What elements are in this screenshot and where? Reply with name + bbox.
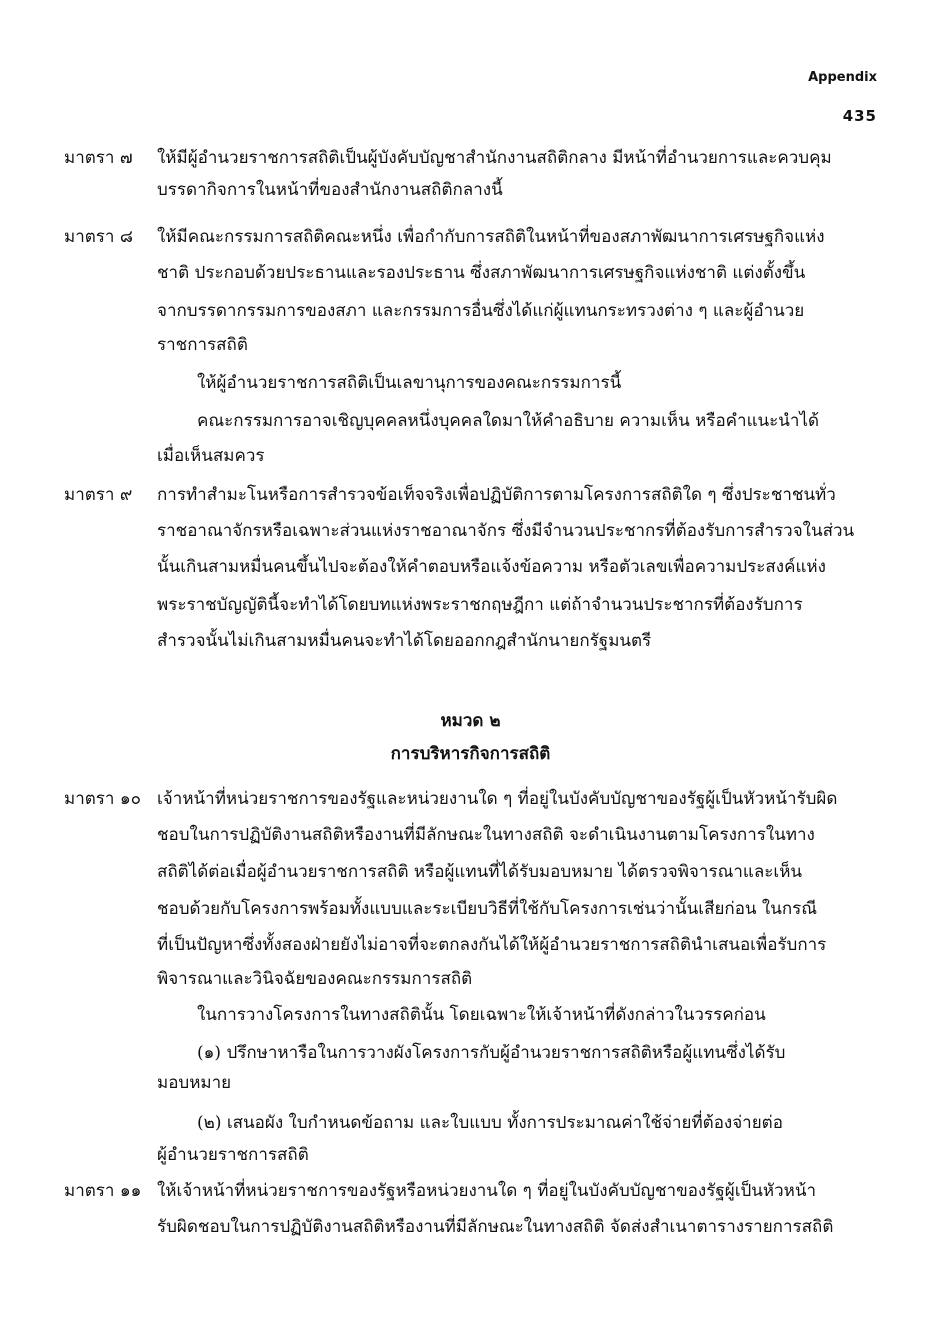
section-line: ให้มีคณะกรรมการสถิติคณะหนึ่ง เพื่อกำกับการสถิติในหน้าที่ของสภาพัฒนาการเศรษฐกิจแห่ง bbox=[157, 227, 825, 247]
section-line: ให้เจ้าหน้าที่หน่วยราชการของรัฐหรือหน่วยงานใด ๆ ที่อยู่ในบังคับบัญชาของรัฐผู้เป็นหัวหน้า bbox=[157, 1181, 817, 1201]
section-line: รับผิดชอบในการปฏิบัติงานสถิติหรืองานที่มีลักษณะในทางสถิติ จัดส่งสำเนาตารางรายการสถิติ bbox=[157, 1217, 834, 1237]
section-line: เมื่อเห็นสมควร bbox=[157, 446, 265, 466]
section-line: สำรวจนั้นไม่เกินสามหมื่นคนจะทำได้โดยออกกฎสำนักนายกรัฐมนตรี bbox=[157, 631, 652, 651]
section-label: มาตรา ๙ bbox=[64, 485, 133, 505]
section-line: ให้มีผู้อำนวยราชการสถิติเป็นผู้บังคับบัญชาสำนักงานสถิติกลาง มีหน้าที่อำนวยการและควบคุม bbox=[157, 148, 832, 168]
section-line: ให้ผู้อำนวยราชการสถิติเป็นเลขานุการของคณะกรรมการนี้ bbox=[197, 373, 622, 393]
section-line: พิจารณาและวินิจฉัยของคณะกรรมการสถิติ bbox=[157, 969, 473, 989]
section-line: ชาติ ประกอบด้วยประธานและรองประธาน ซึ่งสภาพัฒนาการเศรษฐกิจแห่งชาติ แต่งตั้งขึ้น bbox=[157, 263, 806, 283]
section-line: ชอบในการปฏิบัติงานสถิติหรืองานที่มีลักษณะในทางสถิติ จะดำเนินงานตามโครงการในทาง bbox=[157, 825, 815, 845]
section-line: ราชการสถิติ bbox=[157, 335, 248, 355]
section-line: คณะกรรมการอาจเชิญบุคคลหนึ่งบุคคลใดมาให้คำอธิบาย ความเห็น หรือคำแนะนำได้ bbox=[197, 411, 820, 431]
section-line: ในการวางโครงการในทางสถิตินั้น โดยเฉพาะให้เจ้าหน้าที่ดังกล่าวในวรรคก่อน bbox=[197, 1005, 766, 1025]
section-line: ที่เป็นปัญหาซึ่งทั้งสองฝ่ายยังไม่อาจที่จะตกลงกันได้ให้ผู้อำนวยราชการสถิตินำเสนอเพื่อรับการ bbox=[157, 935, 827, 955]
section-line: บรรดากิจการในหน้าที่ของสำนักงานสถิติกลางนี้ bbox=[157, 180, 503, 200]
chapter-number: หมวด ๒ bbox=[440, 711, 501, 731]
section-label: มาตรา ๗ bbox=[64, 148, 133, 168]
section-label: มาตรา ๘ bbox=[64, 227, 133, 247]
page-number: 435 bbox=[842, 107, 877, 125]
section-line: พระราชบัญญัตินี้จะทำได้โดยบทแห่งพระราชกฤษฎีกา แต่ถ้าจำนวนประชากรที่ต้องรับการ bbox=[157, 595, 803, 615]
section-line: สถิติได้ต่อเมื่อผู้อำนวยราชการสถิติ หรือผู้แทนที่ได้รับมอบหมาย ได้ตรวจพิจารณาและเห็น bbox=[157, 862, 803, 882]
section-line: (๒) เสนอผัง ใบกำหนดข้อถาม และใบแบบ ทั้งการประมาณค่าใช้จ่ายที่ต้องจ่ายต่อ bbox=[197, 1113, 783, 1133]
section-line: การทำสำมะโนหรือการสำรวจข้อเท็จจริงเพื่อปฏิบัติการตามโครงการสถิติใด ๆ ซึ่งประชาชนทั่ว bbox=[157, 485, 836, 505]
section-line: (๑) ปรึกษาหารือในการวางผังโครงการกับผู้อำนวยราชการสถิติหรือผู้แทนซึ่งได้รับ bbox=[197, 1043, 786, 1063]
section-label: มาตรา ๑๐ bbox=[64, 789, 142, 809]
section-line: มอบหมาย bbox=[157, 1073, 232, 1093]
appendix-label: Appendix bbox=[808, 70, 877, 85]
section-line: นั้นเกินสามหมื่นคนขึ้นไปจะต้องให้คำตอบหรือแจ้งข้อความ หรือตัวเลขเพื่อความประสงค์แห่ง bbox=[157, 557, 826, 577]
section-label: มาตรา ๑๑ bbox=[64, 1181, 142, 1201]
section-line: ราชอาณาจักรหรือเฉพาะส่วนแห่งราชอาณาจักร ซึ่งมีจำนวนประชากรที่ต้องรับการสำรวจในส่วน bbox=[157, 521, 855, 541]
section-line: จากบรรดากรรมการของสภา และกรรมการอื่นซึ่งได้แก่ผู้แทนกระทรวงต่าง ๆ และผู้อำนวย bbox=[157, 301, 805, 321]
chapter-title: การบริหารกิจการสถิติ bbox=[390, 744, 551, 764]
section-line: เจ้าหน้าที่หน่วยราชการของรัฐและหน่วยงานใด ๆ ที่อยู่ในบังคับบัญชาของรัฐผู้เป็นหัวหน้ารับผิด bbox=[157, 789, 838, 809]
section-line: ผู้อำนวยราชการสถิติ bbox=[157, 1145, 309, 1165]
section-line: ชอบด้วยกับโครงการพร้อมทั้งแบบและระเบียบวิธีที่ใช้กับโครงการเช่นว่านั้นเสียก่อน ในกรณี bbox=[157, 899, 818, 919]
